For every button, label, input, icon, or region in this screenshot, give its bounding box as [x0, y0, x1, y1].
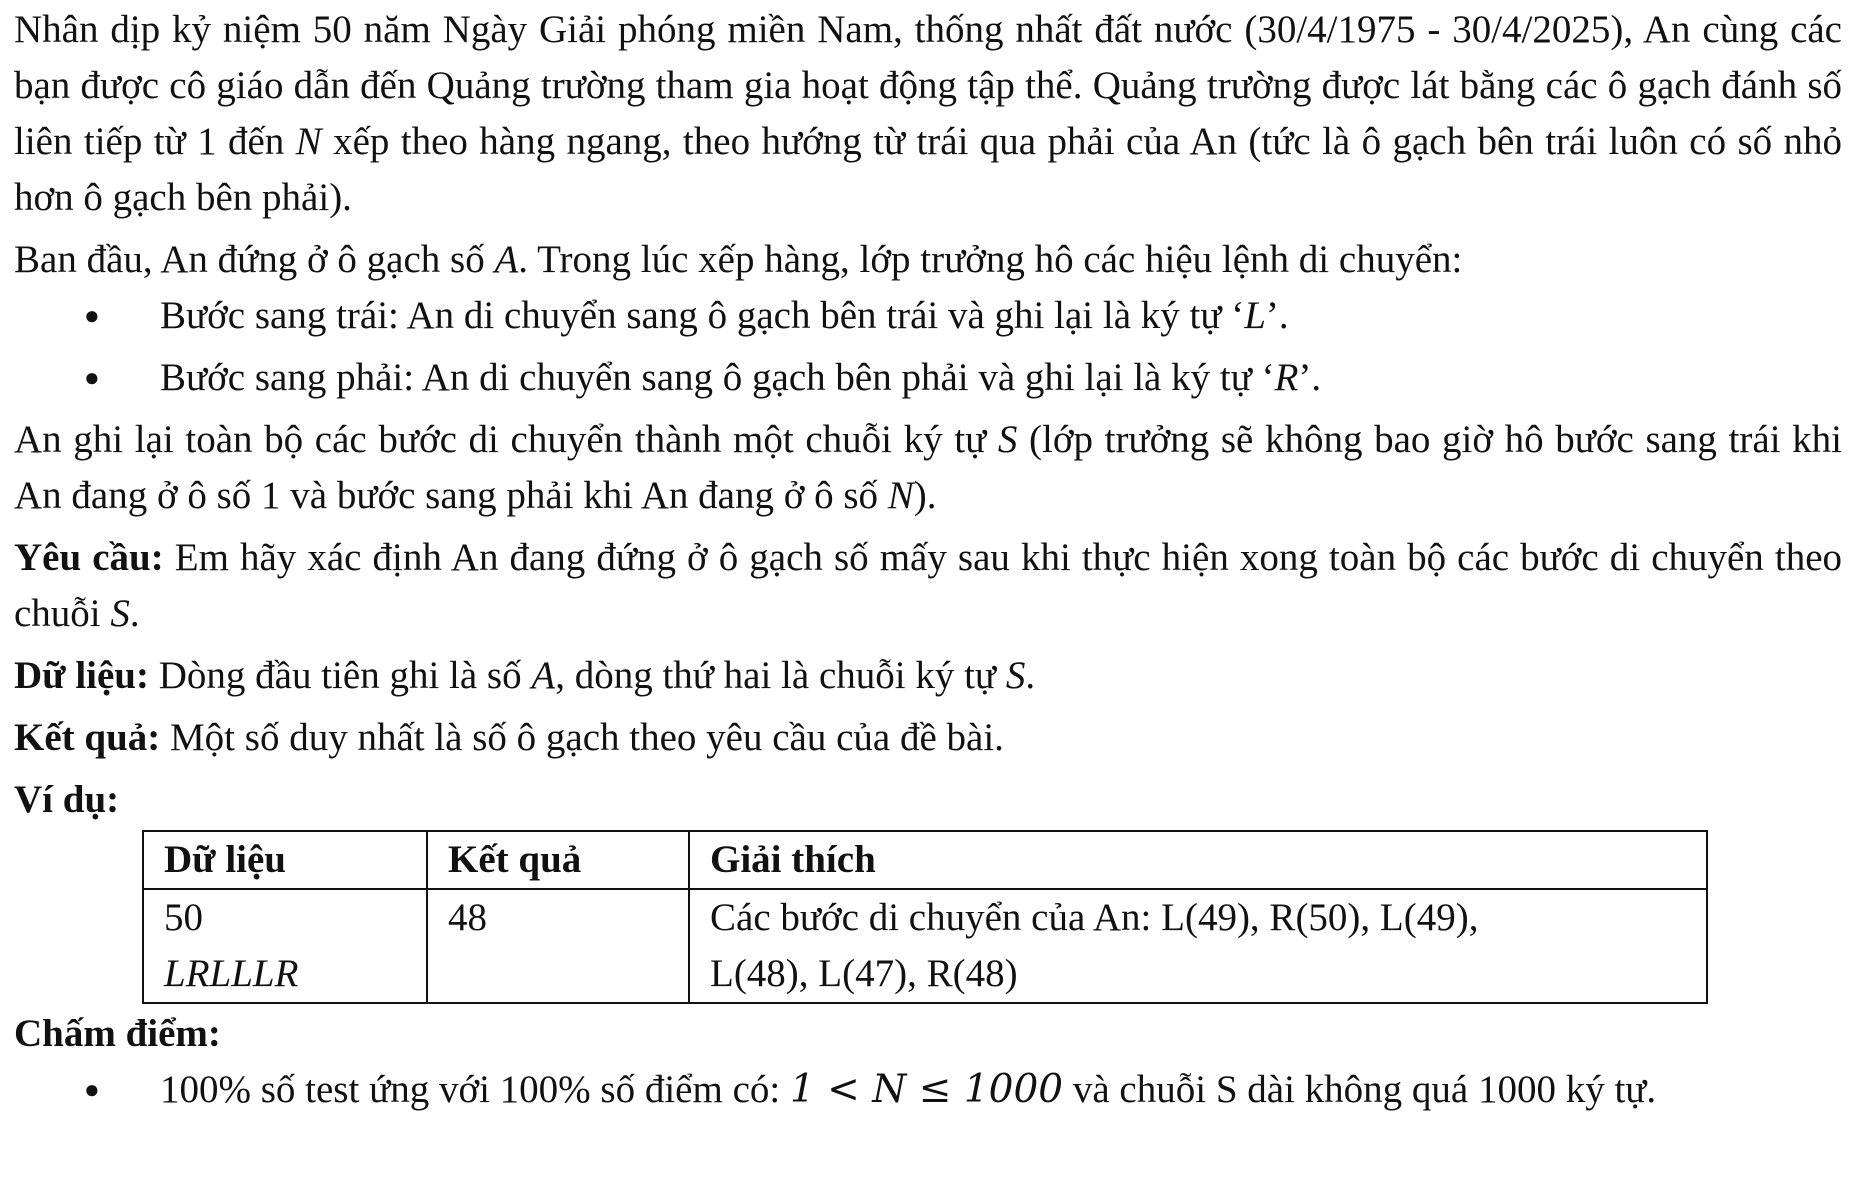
intro-paragraph-2	[14, 232, 1842, 288]
example-table	[142, 830, 1708, 1004]
cell-result: 48	[427, 889, 689, 1003]
intro-paragraph-1	[14, 2, 1842, 226]
var-s: S	[997, 418, 1018, 461]
input-text-b: , dòng thứ hai là chuỗi ký tự	[555, 654, 997, 697]
problem-statement	[14, 2, 1842, 1118]
requirement-text: Em hãy xác định An đang đứng ở ô gạch số mấy sau khi thực hiện xong toàn bộ các bước di chuyển theo chuỗi	[14, 536, 1843, 635]
var-a: A	[494, 238, 519, 281]
input-value-a: 50	[164, 896, 203, 939]
output-text: Một số duy nhất là số ô gạch theo yêu cầu của đề bài.	[170, 716, 1004, 759]
requirement-end: .	[129, 592, 140, 635]
header-explain: Giải thích	[689, 831, 1707, 889]
requirement-label: Yêu cầu:	[14, 536, 164, 579]
var-l: L	[1244, 294, 1266, 337]
input-label: Dữ liệu:	[14, 654, 149, 697]
var-n: N	[887, 474, 914, 517]
bullet-icon: ●	[84, 301, 100, 330]
var-n: N	[295, 120, 322, 163]
scoring-list	[14, 1062, 1842, 1118]
start-text: Ban đầu, An đứng ở ô gạch số	[14, 238, 485, 281]
list-item	[14, 350, 1842, 406]
record-text-middle: (lớp trưởng sẽ không bao giờ hô bước sang trái khi An đang ở ô số 1 và bước sang phải khi An đang ở ô số	[14, 418, 1843, 517]
scoring-label: Chấm điểm:	[14, 1012, 221, 1055]
cell-input	[143, 889, 427, 1003]
bullet-text-end: ’.	[1298, 356, 1322, 399]
move-commands-list	[14, 288, 1842, 406]
input-value-s: LRLLLR	[164, 952, 299, 995]
explain-line-1: Các bước di chuyển của An: L(49), R(50), L(49),	[710, 896, 1479, 939]
var-s: S	[110, 592, 130, 635]
output-label: Kết quả:	[14, 716, 161, 759]
intro-text-end: xếp theo hàng ngang, theo hướng từ trái qua phải của An (tức là ô gạch bên trái luôn có số nhỏ hơn ô gạch bên phải).	[14, 120, 1843, 219]
scoring-text: 100% số test ứng với 100% số điểm có:	[160, 1068, 781, 1111]
list-item	[14, 1062, 1842, 1118]
command-text: . Trong lúc xếp hàng, lớp trưởng hô các hiệu lệnh di chuyển:	[518, 238, 1463, 281]
example-label: Ví dụ:	[14, 778, 120, 821]
scoring-text-end: và chuỗi S dài không quá 1000 ký tự.	[1072, 1068, 1657, 1111]
input-paragraph	[14, 648, 1842, 704]
output-paragraph	[14, 710, 1842, 766]
bullet-icon: ●	[84, 363, 100, 392]
var-r: R	[1274, 356, 1299, 399]
record-paragraph	[14, 412, 1842, 524]
bullet-text: Bước sang phải: An di chuyển sang ô gạch bên phải và ghi lại là ký tự ‘	[160, 356, 1275, 399]
bullet-text-end: ’.	[1265, 294, 1289, 337]
table-row	[143, 889, 1707, 1003]
bullet-icon: ●	[84, 1075, 100, 1104]
input-end: .	[1025, 654, 1036, 697]
input-text: Dòng đầu tiên ghi là số	[158, 654, 522, 697]
intro-text: Nhân dịp kỷ niệm 50 năm Ngày Giải phóng miền Nam, thống nhất đất nước (30/4/1975 - 30/4/2025), An cùng các bạn được cô giáo dẫn đến Quảng trường tham gia hoạt động tập thể. Quảng trường được lát bằng các ô gạch đánh số liên tiếp từ 1 đến	[14, 8, 1842, 163]
table-header-row	[143, 831, 1707, 889]
record-text: An ghi lại toàn bộ các bước di chuyển thành một chuỗi ký tự	[14, 418, 987, 461]
cell-explain	[689, 889, 1707, 1003]
bullet-text: Bước sang trái: An di chuyển sang ô gạch bên trái và ghi lại là ký tự ‘	[160, 294, 1245, 337]
header-input: Dữ liệu	[143, 831, 427, 889]
list-item	[14, 288, 1842, 344]
var-a: A	[531, 654, 556, 697]
explain-line-2: L(48), L(47), R(48)	[710, 952, 1018, 995]
header-result: Kết quả	[427, 831, 689, 889]
record-text-end: ).	[913, 474, 937, 517]
var-s: S	[1005, 654, 1026, 697]
scoring-constraint: 1 < N ≤ 1000	[789, 1067, 1064, 1112]
requirement-paragraph	[14, 530, 1842, 642]
